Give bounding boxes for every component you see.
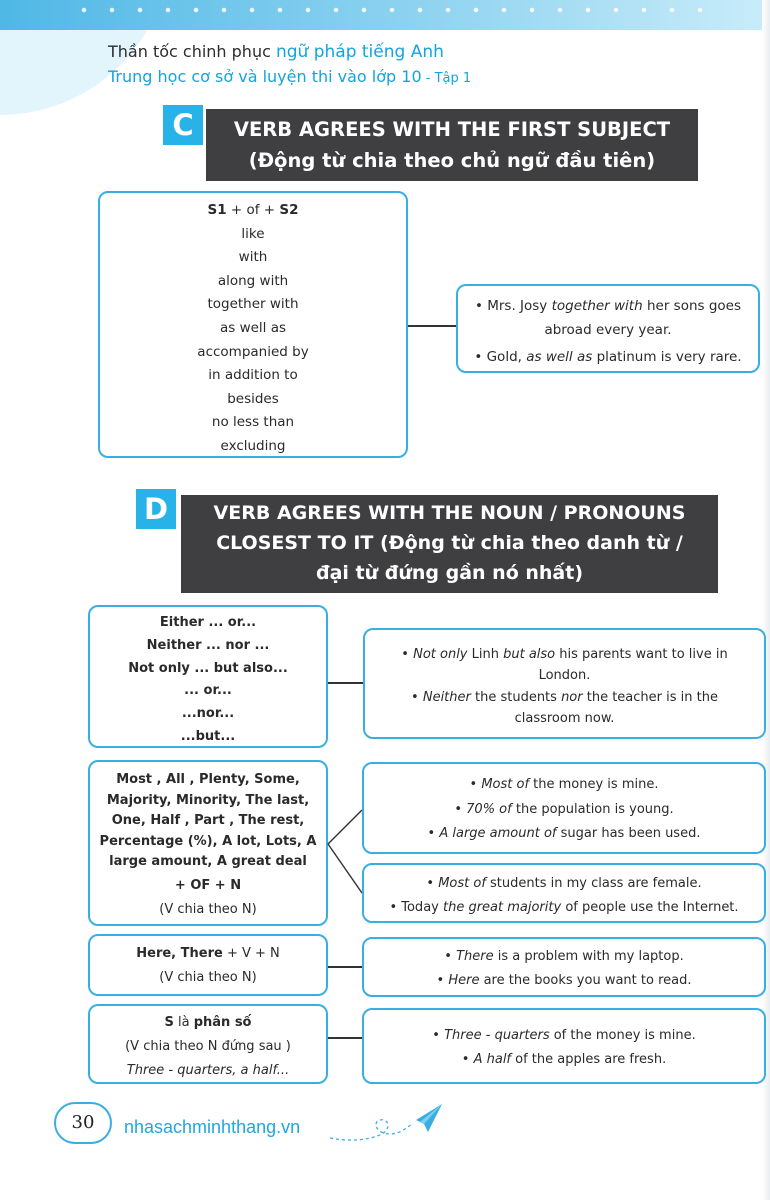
title-subtitle: Trung học cơ sở và luyện thi vào lớp 10: [108, 67, 422, 86]
title-prefix: Thần tốc chinh phục: [108, 42, 271, 61]
connector-line: [328, 966, 362, 968]
example-text: Linh: [467, 647, 504, 662]
example-text: platinum is very rare.: [592, 349, 742, 365]
example-emphasis: nor: [561, 690, 583, 705]
example-text: Today: [401, 900, 443, 915]
examples-quantifiers-a: [362, 762, 766, 854]
example-line: abroad every year.: [544, 322, 672, 338]
example-line: • Most of students in my class are female.: [426, 876, 702, 891]
rule-line: Most , All , Plenty, Some,: [116, 772, 300, 787]
connector-item: in addition to: [208, 367, 298, 384]
example-line: • 70% of the population is young.: [454, 801, 674, 817]
section-c-letter: C: [163, 105, 203, 145]
formula-s1: S1: [207, 202, 227, 218]
example-emphasis: 70% of: [466, 801, 512, 817]
connector-item: accompanied by: [197, 343, 309, 360]
example-line: • Most of the money is mine.: [469, 777, 659, 792]
rule-box-fractions: [88, 1004, 328, 1084]
example-emphasis: Most of: [438, 876, 486, 891]
example-line: • Three - quarters of the money is mine.: [432, 1028, 696, 1043]
example-text: students in my class are female.: [485, 876, 702, 891]
rule-line: One, Half , Part , The rest,: [111, 813, 305, 828]
rule-keyword: S: [164, 1015, 174, 1030]
example-emphasis: Three - quarters: [444, 1028, 550, 1043]
rule-box-here-there: [88, 934, 328, 996]
example-emphasis: the great majority: [442, 900, 562, 915]
section-d-title: VERB AGREES WITH THE NOUN / PRONOUNS: [213, 502, 686, 524]
rule-note: (V chia theo N): [159, 970, 257, 985]
rule-line: ...nor...: [181, 706, 235, 722]
formula-of: + of +: [226, 202, 280, 218]
example-line: • Neither the students nor the teacher is in the: [411, 690, 718, 705]
title-volume: - Tập 1: [421, 71, 472, 86]
connector-item: along with: [217, 272, 289, 289]
example-text: of people use the Internet.: [561, 900, 739, 915]
rule-line: Majority, Minority, The last,: [106, 792, 310, 808]
examples-fractions: [362, 1008, 766, 1084]
paper-plane-icon: [330, 1098, 445, 1146]
example-text: her sons goes: [642, 298, 742, 314]
rule-line: ...but...: [180, 728, 236, 744]
example-text: • Mrs. Josy: [474, 298, 552, 314]
section-d-letter: D: [136, 489, 176, 529]
rule-note: (V chia theo N đứng sau ): [125, 1039, 291, 1054]
example-line: classroom now.: [514, 711, 615, 726]
example-emphasis: Neither: [422, 690, 471, 705]
rule-line: Either ... or...: [159, 615, 257, 630]
connector-line: [328, 1037, 362, 1039]
example-line: • Today the great majority of people use the Internet.: [389, 900, 739, 915]
plane-trail: [330, 1120, 412, 1140]
section-d-title: CLOSEST TO IT (Động từ chia theo danh từ /: [216, 532, 683, 554]
rule-line: [90, 1011, 326, 1035]
rule-line: Percentage (%), A lot, Lots, A: [99, 833, 317, 849]
connector-item: like: [241, 225, 265, 242]
example-emphasis: Not only: [413, 647, 468, 662]
example-text: of the money is mine.: [549, 1028, 696, 1043]
rule-keyword: phân số: [193, 1015, 252, 1030]
example-text: • Gold,: [474, 349, 527, 365]
example-line: • A half of the apples are fresh.: [461, 1052, 667, 1067]
rule-line: [90, 942, 326, 966]
connector-item: with: [238, 249, 268, 266]
connector-item: together with: [207, 296, 299, 313]
example-emphasis: but also: [503, 647, 556, 662]
example-emphasis: A half: [473, 1052, 512, 1067]
example-text: the money is mine.: [529, 777, 659, 792]
example-text: are the books you want to read.: [479, 973, 692, 988]
section-d-title: đại từ đứng gần nó nhất): [315, 562, 584, 584]
rule-formula: + OF + N: [174, 877, 242, 893]
example-emphasis: A large amount of: [439, 826, 557, 841]
rule-keyword: Here, There: [136, 946, 223, 961]
example-emphasis: Most of: [481, 777, 530, 792]
rule-text: + V + N: [222, 946, 280, 961]
connector-item: as well as: [219, 319, 287, 336]
example-text: sugar has been used.: [556, 826, 701, 841]
example-text: the students: [470, 690, 562, 705]
connector-line: [328, 844, 362, 893]
example-text: of the apples are fresh.: [511, 1052, 667, 1067]
title-highlight: ngữ pháp tiếng Anh: [275, 42, 444, 62]
example-line: • A large amount of sugar has been used.: [427, 826, 701, 841]
connector-item: besides: [227, 390, 279, 407]
connector-item: no less than: [211, 414, 295, 431]
example-text: the teacher is in the: [582, 690, 718, 705]
example-emphasis: together with: [551, 298, 643, 314]
example-text: is a problem with my laptop.: [493, 949, 684, 964]
example-text: his parents want to live in: [555, 647, 728, 662]
rule-text: là: [173, 1015, 194, 1030]
section-c-subtitle: (Động từ chia theo chủ ngữ đầu tiên): [248, 149, 656, 172]
example-emphasis: There: [456, 949, 494, 964]
rule-line: ... or...: [184, 683, 232, 699]
example-text: the population is young.: [511, 801, 674, 817]
example-line: London.: [538, 668, 591, 683]
example-line: • Here are the books you want to read.: [436, 973, 692, 988]
rule-line: Neither ... nor ...: [146, 637, 270, 653]
rule-line: large amount, A great deal: [109, 854, 307, 869]
rule-examples: Three - quarters, a half...: [126, 1063, 290, 1078]
rule-line: Not only ... but also...: [128, 660, 288, 676]
page-number: 30: [54, 1102, 112, 1144]
connector-line: [328, 810, 362, 844]
website-link[interactable]: nhasachminhthang.vn: [124, 1117, 301, 1137]
examples-quantifiers-b: [362, 863, 766, 923]
example-emphasis: Here: [448, 973, 480, 988]
rule-note: (V chia theo N): [159, 901, 257, 917]
formula-s2: S2: [279, 202, 299, 218]
example-emphasis: as well as: [526, 349, 593, 365]
example-line: • There is a problem with my laptop.: [444, 949, 684, 964]
example-line: • Not only Linh but also his parents want to live in: [401, 647, 728, 662]
connector-item: excluding: [220, 437, 286, 454]
section-c-title: VERB AGREES WITH THE FIRST SUBJECT: [233, 118, 671, 141]
examples-here-there: [362, 937, 766, 997]
